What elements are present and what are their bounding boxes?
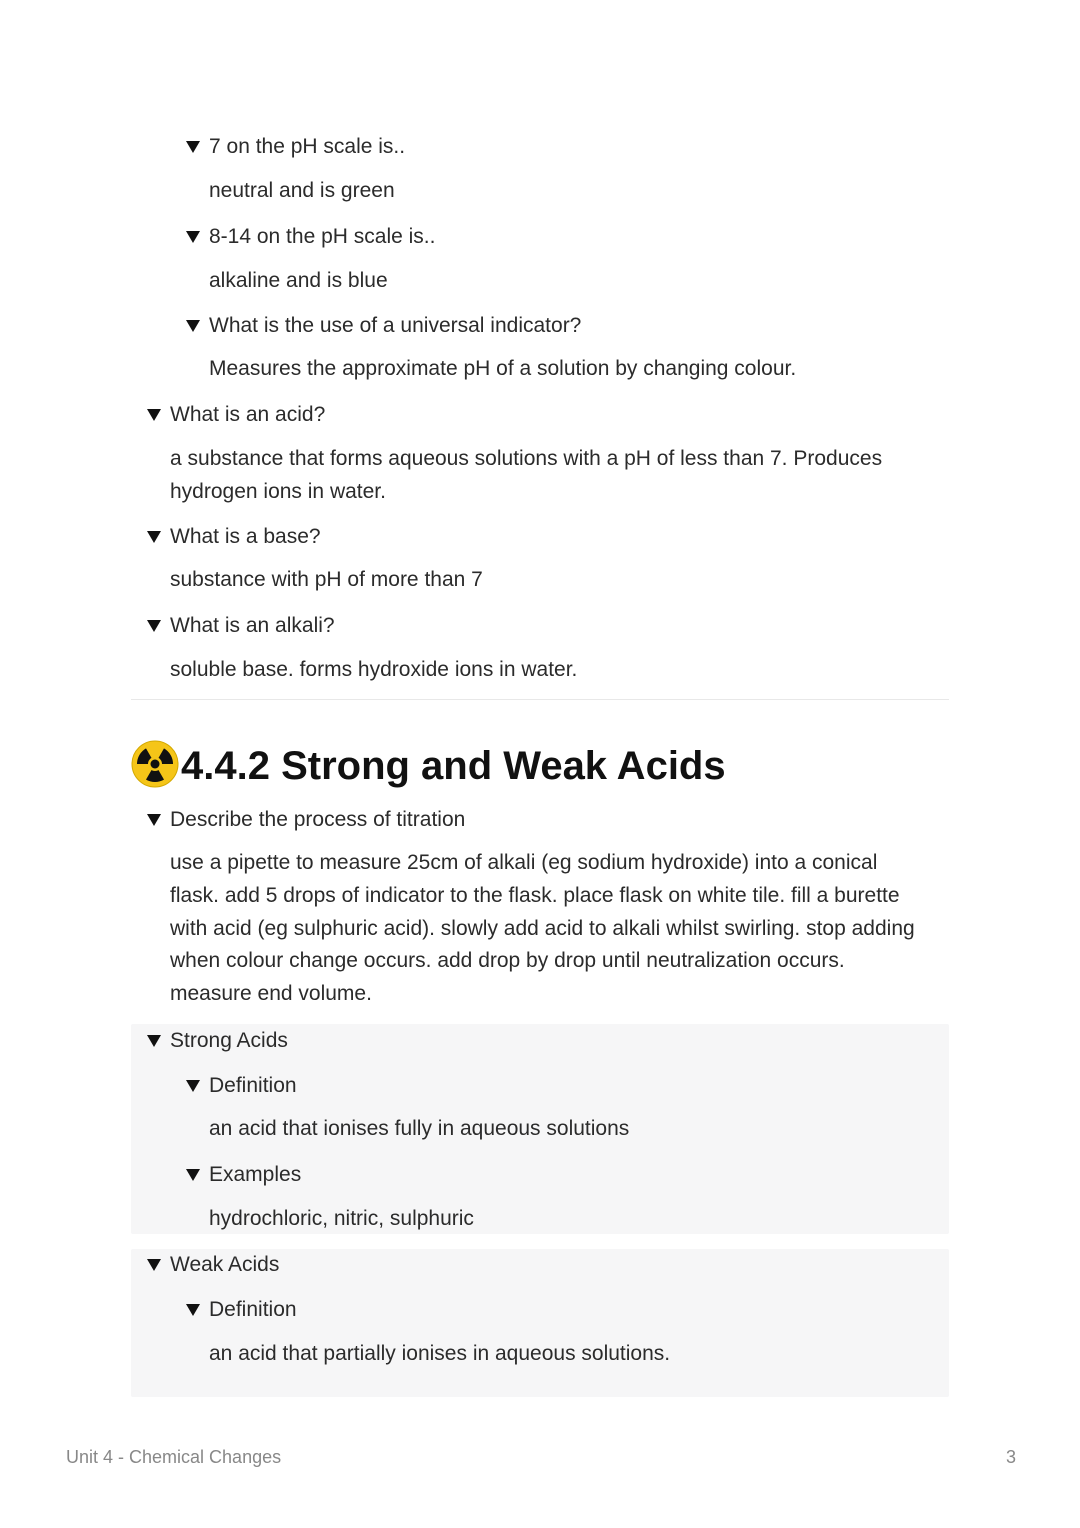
radioactive-icon (131, 740, 179, 793)
toggle-titration[interactable] (146, 803, 465, 836)
toggle-answer: an acid that ionises fully in aqueous solutions (209, 1117, 630, 1140)
toggle-answer: neutral and is green (209, 179, 395, 202)
toggle-label: Weak Acids (170, 1253, 280, 1276)
toggle-label: Describe the process of titration (170, 808, 466, 831)
divider (131, 699, 949, 700)
toggle-acid[interactable] (146, 398, 325, 431)
page-number: 3 (1005, 1447, 1016, 1467)
toggle-answer: Measures the approximate pH of a solution by changing colour. (209, 357, 797, 380)
triangle-down-icon[interactable] (185, 318, 201, 334)
toggle-weak-definition[interactable] (185, 1293, 297, 1326)
toggle-ph7[interactable] (185, 130, 405, 163)
toggle-label: What is an alkali? (170, 614, 335, 637)
toggle-ph8-14[interactable] (185, 220, 435, 253)
footer-unit: Unit 4 - Chemical Changes (66, 1447, 282, 1467)
titration-line: with acid (eg sulphuric acid). slowly add acid to alkali whilst swirling. stop adding (170, 917, 915, 940)
triangle-down-icon[interactable] (185, 1302, 201, 1318)
triangle-down-icon[interactable] (185, 229, 201, 245)
toggle-answer-line: hydrogen ions in water. (170, 480, 386, 503)
section-title: 4.4.2 Strong and Weak Acids (181, 744, 726, 788)
toggle-base[interactable] (146, 520, 321, 553)
toggle-strong-acids[interactable] (146, 1024, 288, 1057)
toggle-strong-definition[interactable] (185, 1069, 297, 1102)
toggle-universal-indicator[interactable] (185, 309, 581, 342)
titration-line: when colour change occurs. add drop by drop until neutralization occurs. (170, 949, 845, 972)
triangle-down-icon[interactable] (146, 618, 162, 634)
triangle-down-icon[interactable] (146, 529, 162, 545)
triangle-down-icon[interactable] (146, 1257, 162, 1273)
toggle-answer-line: a substance that forms aqueous solutions with a pH of less than 7. Produces (170, 447, 883, 470)
toggle-answer: substance with pH of more than 7 (170, 568, 483, 591)
triangle-down-icon[interactable] (185, 1167, 201, 1183)
toggle-answer: an acid that partially ionises in aqueous solutions. (209, 1342, 671, 1365)
triangle-down-icon[interactable] (146, 1033, 162, 1049)
toggle-label: Examples (209, 1163, 302, 1186)
toggle-answer: alkaline and is blue (209, 269, 388, 292)
triangle-down-icon[interactable] (185, 1078, 201, 1094)
toggle-label: What is an acid? (170, 403, 326, 426)
toggle-strong-examples[interactable] (185, 1158, 301, 1191)
triangle-down-icon[interactable] (146, 812, 162, 828)
toggle-label: What is the use of a universal indicator? (209, 314, 582, 337)
toggle-label: 7 on the pH scale is.. (209, 135, 406, 158)
section-heading (131, 740, 726, 793)
toggle-label: What is a base? (170, 525, 321, 548)
toggle-label: Definition (209, 1298, 297, 1321)
triangle-down-icon[interactable] (146, 407, 162, 423)
toggle-label: 8-14 on the pH scale is.. (209, 225, 436, 248)
titration-line: use a pipette to measure 25cm of alkali (eg sodium hydroxide) into a conical (170, 851, 878, 874)
titration-line: flask. add 5 drops of indicator to the flask. place flask on white tile. fill a burette (170, 884, 900, 907)
triangle-down-icon[interactable] (185, 139, 201, 155)
toggle-weak-acids[interactable] (146, 1248, 279, 1281)
toggle-answer: soluble base. forms hydroxide ions in water. (170, 658, 578, 681)
toggle-label: Strong Acids (170, 1029, 288, 1052)
toggle-label: Definition (209, 1074, 297, 1097)
titration-line: measure end volume. (170, 982, 372, 1005)
toggle-answer: hydrochloric, nitric, sulphuric (209, 1207, 474, 1230)
toggle-alkali[interactable] (146, 609, 335, 642)
